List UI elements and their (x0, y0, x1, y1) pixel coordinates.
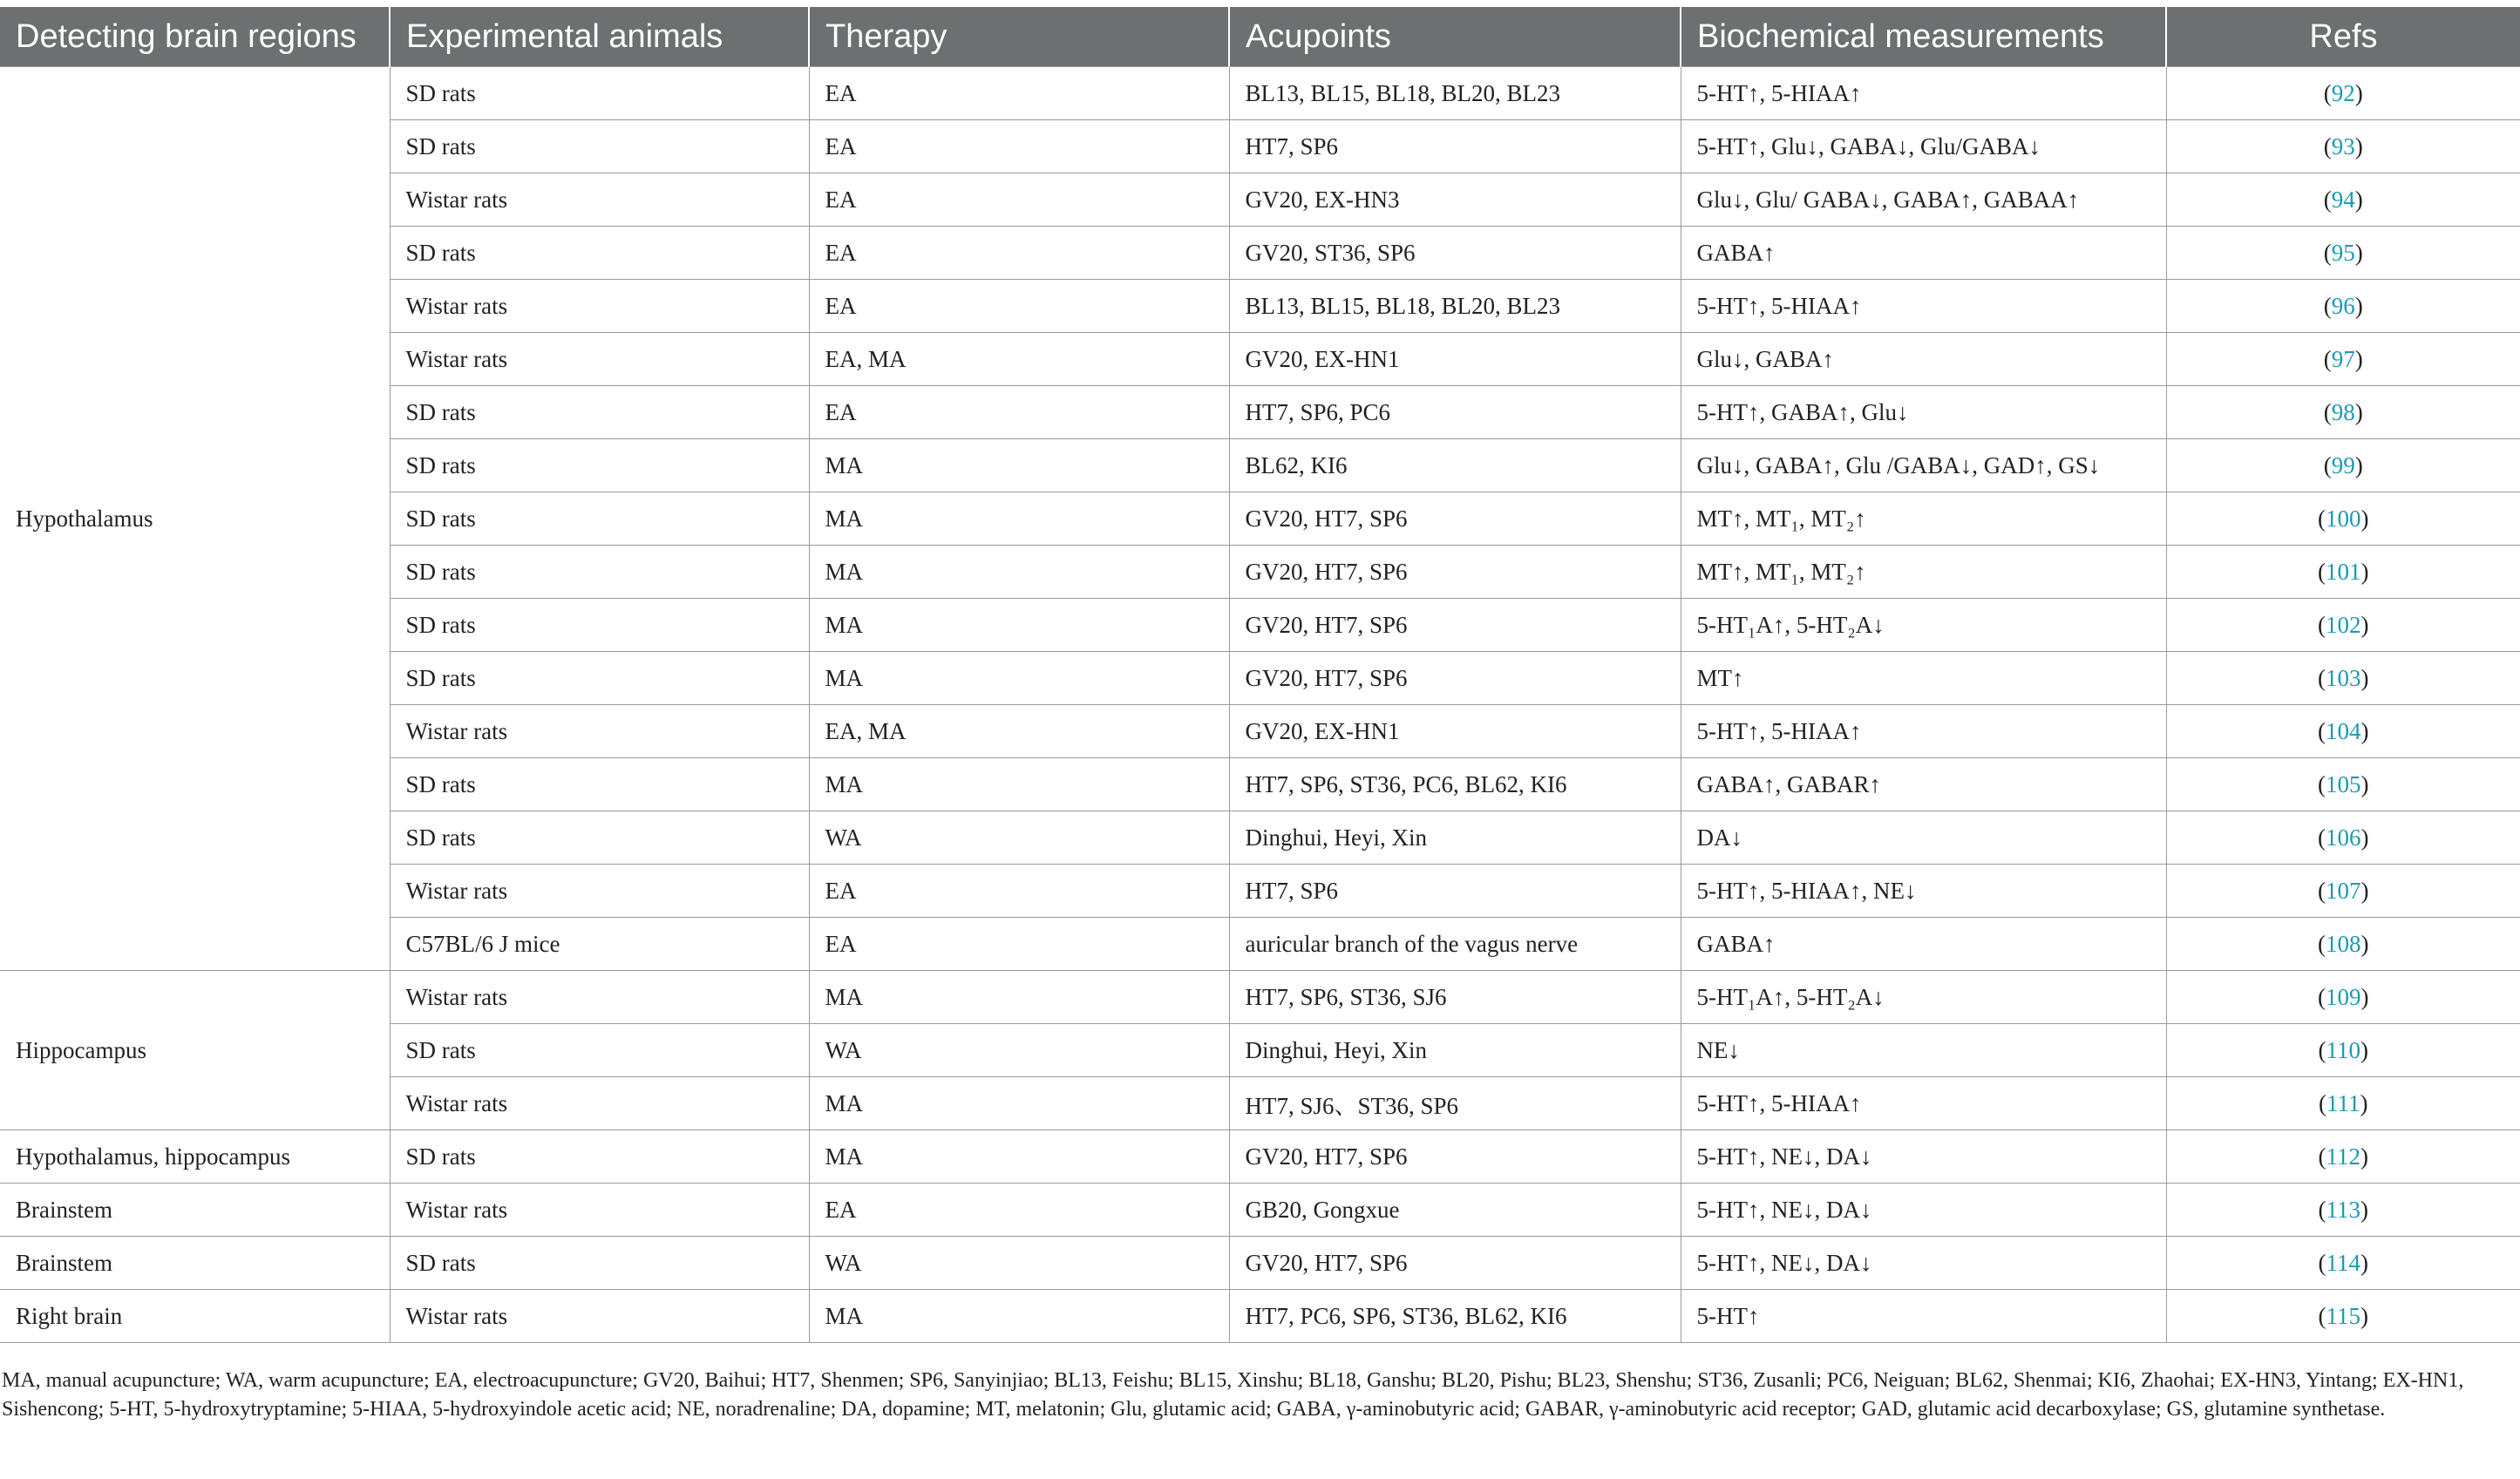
ref-close-paren: ) (2354, 239, 2363, 266)
reference-link[interactable]: 112 (2326, 1143, 2360, 1170)
table-row (0, 1184, 2520, 1237)
animal-cell: SD rats (390, 439, 809, 492)
ref-cell (2166, 1130, 2520, 1184)
acupuncture-studies-table (0, 7, 2520, 1343)
measurements-cell: 5-HT↑, 5-HIAA↑ (1681, 705, 2166, 758)
table-row (0, 1290, 2520, 1343)
ref-cell (2166, 758, 2520, 811)
reference-link[interactable]: 93 (2331, 132, 2355, 159)
therapy-cell: EA, MA (809, 333, 1229, 386)
acupoints-cell: HT7, SP6, PC6 (1229, 386, 1681, 439)
ref-cell (2166, 67, 2520, 120)
acupoints-cell: HT7, SP6, ST36, PC6, BL62, KI6 (1229, 758, 1681, 811)
header-therapy: Therapy (809, 7, 1229, 67)
acupoints-cell: Dinghui, Heyi, Xin (1229, 1024, 1681, 1077)
acupoints-cell: HT7, SP6 (1229, 120, 1681, 173)
reference-link[interactable]: 108 (2326, 930, 2361, 957)
table-footnote: MA, manual acupuncture; WA, warm acupuncture; EA, electroacupuncture; GV20, Baihui; HT7, Shenmen; SP6, Sanyinjiao; BL13, Feishu; BL15, Xinshu; BL18, Ganshu; BL20, Pishu; BL23, Shenshu; ST36, Zusanli; PC6, Neiguan; BL62, Shenmai; KI6, Zhaohai; EX-HN3, Yintang; EX-HN1, Sishencong; 5-HT, 5-hydroxytryptamine; 5-HIAA, 5-hydroxyindole acetic acid; NE, noradrenaline; DA, dopamine; MT, melatonin; Glu, glutamic acid; GABA, γ-aminobutyric acid; GABAR, γ-aminobutyric acid receptor; GAD, glutamic acid decarboxylase; GS, glutamine synthetase. (2, 1369, 2464, 1421)
reference-link[interactable]: 102 (2326, 611, 2361, 638)
measurements-cell: 5-HT↑, 5-HIAA↑, NE↓ (1681, 865, 2166, 918)
measurements-cell: 5-HT↑, NE↓, DA↓ (1681, 1130, 2166, 1184)
measurements-cell: GABA↑ (1681, 227, 2166, 280)
therapy-cell: MA (809, 439, 1229, 492)
animal-cell: SD rats (390, 758, 809, 811)
header-biochemical-measurements: Biochemical measurements (1681, 7, 2166, 67)
ref-cell (2166, 971, 2520, 1024)
ref-cell (2166, 280, 2520, 333)
ref-cell (2166, 918, 2520, 971)
header-refs: Refs (2166, 7, 2520, 67)
ref-close-paren: ) (2360, 611, 2369, 638)
reference-link[interactable]: 98 (2331, 398, 2355, 425)
ref-close-paren: ) (2360, 1089, 2368, 1116)
brain-region-cell: Hypothalamus, hippocampus (0, 1130, 390, 1184)
ref-cell (2166, 599, 2520, 652)
reference-link[interactable]: 99 (2331, 451, 2355, 478)
acupoints-cell: BL13, BL15, BL18, BL20, BL23 (1229, 67, 1681, 120)
animal-cell: Wistar rats (390, 1184, 809, 1237)
brain-region-cell: Hippocampus (0, 971, 390, 1130)
animal-cell: SD rats (390, 227, 809, 280)
animal-cell: SD rats (390, 1024, 809, 1077)
ref-close-paren: ) (2354, 79, 2363, 106)
therapy-cell: WA (809, 1024, 1229, 1077)
ref-close-paren: ) (2360, 983, 2369, 1010)
ref-cell (2166, 1290, 2520, 1343)
acupoints-cell: HT7, PC6, SP6, ST36, BL62, KI6 (1229, 1290, 1681, 1343)
acupoints-cell: GV20, ST36, SP6 (1229, 227, 1681, 280)
ref-open-paren: ( (2323, 345, 2332, 372)
measurements-cell: MT↑, MT₁, MT₂↑ (1681, 546, 2166, 599)
therapy-cell: MA (809, 758, 1229, 811)
measurements-cell: DA↓ (1681, 811, 2166, 865)
therapy-cell: MA (809, 546, 1229, 599)
brain-region-cell: Brainstem (0, 1237, 390, 1290)
animal-cell: Wistar rats (390, 173, 809, 227)
ref-close-paren: ) (2354, 345, 2363, 372)
animal-cell: SD rats (390, 1130, 809, 1184)
header-row (0, 7, 2520, 67)
therapy-cell: EA (809, 280, 1229, 333)
ref-open-paren: ( (2318, 877, 2326, 904)
reference-link[interactable]: 106 (2326, 824, 2361, 851)
animal-cell: Wistar rats (390, 333, 809, 386)
table-row (0, 1237, 2520, 1290)
therapy-cell: MA (809, 652, 1229, 705)
table-header (0, 7, 2520, 67)
ref-close-paren: ) (2360, 664, 2369, 691)
ref-close-paren: ) (2360, 1143, 2368, 1170)
therapy-cell: EA (809, 67, 1229, 120)
measurements-cell: 5-HT↑ (1681, 1290, 2166, 1343)
ref-cell (2166, 173, 2520, 227)
ref-cell (2166, 227, 2520, 280)
acupoints-cell: GV20, HT7, SP6 (1229, 492, 1681, 546)
measurements-cell: 5-HT₁A↑, 5-HT₂A↓ (1681, 599, 2166, 652)
reference-link[interactable]: 97 (2331, 345, 2355, 372)
acupoints-cell: GV20, HT7, SP6 (1229, 1130, 1681, 1184)
animal-cell: Wistar rats (390, 865, 809, 918)
animal-cell: SD rats (390, 599, 809, 652)
measurements-cell: 5-HT↑, 5-HIAA↑ (1681, 1077, 2166, 1130)
table-row (0, 67, 2520, 120)
therapy-cell: MA (809, 1130, 1229, 1184)
ref-close-paren: ) (2360, 1302, 2368, 1329)
brain-region-cell: Hypothalamus (0, 67, 390, 971)
acupoints-cell: GB20, Gongxue (1229, 1184, 1681, 1237)
ref-close-paren: ) (2360, 770, 2369, 797)
ref-open-paren: ( (2318, 1036, 2326, 1063)
ref-close-paren: ) (2360, 717, 2369, 744)
measurements-cell: Glu↓, GABA↑ (1681, 333, 2166, 386)
measurements-cell: MT↑ (1681, 652, 2166, 705)
brain-region-cell: Right brain (0, 1290, 390, 1343)
animal-cell: SD rats (390, 67, 809, 120)
ref-open-paren: ( (2318, 1143, 2326, 1170)
ref-close-paren: ) (2354, 292, 2363, 319)
therapy-cell: MA (809, 1290, 1229, 1343)
ref-cell (2166, 386, 2520, 439)
measurements-cell: 5-HT↑, 5-HIAA↑ (1681, 67, 2166, 120)
reference-link[interactable]: 103 (2326, 664, 2361, 691)
ref-close-paren: ) (2354, 186, 2363, 213)
therapy-cell: MA (809, 599, 1229, 652)
measurements-cell: NE↓ (1681, 1024, 2166, 1077)
ref-cell (2166, 1024, 2520, 1077)
animal-cell: SD rats (390, 492, 809, 546)
acupoints-cell: Dinghui, Heyi, Xin (1229, 811, 1681, 865)
ref-open-paren: ( (2323, 79, 2332, 106)
reference-link[interactable]: 107 (2326, 877, 2361, 904)
animal-cell: SD rats (390, 546, 809, 599)
animal-cell: SD rats (390, 386, 809, 439)
acupoints-cell: auricular branch of the vagus nerve (1229, 918, 1681, 971)
therapy-cell: EA (809, 120, 1229, 173)
acupoints-cell: HT7, SP6 (1229, 865, 1681, 918)
measurements-cell: 5-HT↑, GABA↑, Glu↓ (1681, 386, 2166, 439)
acupoints-cell: HT7, SJ6、ST36, SP6 (1229, 1077, 1681, 1130)
ref-close-paren: ) (2354, 132, 2363, 159)
brain-region-cell: Brainstem (0, 1184, 390, 1237)
reference-link[interactable]: 105 (2326, 770, 2361, 797)
ref-open-paren: ( (2318, 983, 2326, 1010)
therapy-cell: EA (809, 1184, 1229, 1237)
reference-link[interactable]: 115 (2326, 1302, 2360, 1329)
therapy-cell: EA, MA (809, 705, 1229, 758)
header-experimental-animals: Experimental animals (390, 7, 809, 67)
animal-cell: SD rats (390, 120, 809, 173)
measurements-cell: 5-HT₁A↑, 5-HT₂A↓ (1681, 971, 2166, 1024)
reference-link[interactable]: 114 (2326, 1249, 2360, 1276)
reference-link[interactable]: 94 (2331, 186, 2355, 213)
table-body (0, 67, 2520, 1343)
ref-close-paren: ) (2360, 505, 2369, 532)
therapy-cell: MA (809, 971, 1229, 1024)
header-acupoints: Acupoints (1229, 7, 1681, 67)
ref-open-paren: ( (2318, 770, 2326, 797)
acupoints-cell: GV20, EX-HN3 (1229, 173, 1681, 227)
ref-close-paren: ) (2360, 1249, 2368, 1276)
ref-open-paren: ( (2318, 1249, 2326, 1276)
ref-cell (2166, 439, 2520, 492)
ref-open-paren: ( (2323, 239, 2332, 266)
acupoints-cell: GV20, EX-HN1 (1229, 333, 1681, 386)
ref-cell (2166, 811, 2520, 865)
ref-cell (2166, 492, 2520, 546)
ref-cell (2166, 1077, 2520, 1130)
ref-close-paren: ) (2360, 558, 2369, 585)
ref-cell (2166, 1237, 2520, 1290)
ref-open-paren: ( (2319, 1089, 2326, 1116)
animal-cell: SD rats (390, 1237, 809, 1290)
measurements-cell: 5-HT↑, Glu↓, GABA↓, Glu/GABA↓ (1681, 120, 2166, 173)
ref-open-paren: ( (2323, 186, 2332, 213)
therapy-cell: WA (809, 1237, 1229, 1290)
measurements-cell: Glu↓, Glu/ GABA↓, GABA↑, GABAA↑ (1681, 173, 2166, 227)
reference-link[interactable]: 100 (2326, 505, 2361, 532)
acupoints-cell: BL13, BL15, BL18, BL20, BL23 (1229, 280, 1681, 333)
therapy-cell: EA (809, 918, 1229, 971)
ref-open-paren: ( (2318, 1302, 2326, 1329)
animal-cell: Wistar rats (390, 1290, 809, 1343)
ref-close-paren: ) (2354, 398, 2363, 425)
ref-cell (2166, 546, 2520, 599)
ref-open-paren: ( (2318, 824, 2326, 851)
ref-open-paren: ( (2318, 505, 2326, 532)
reference-link[interactable]: 96 (2331, 292, 2355, 319)
reference-link[interactable]: 92 (2331, 79, 2355, 106)
animal-cell: C57BL/6 J mice (390, 918, 809, 971)
ref-open-paren: ( (2318, 1196, 2326, 1223)
therapy-cell: EA (809, 386, 1229, 439)
ref-cell (2166, 1184, 2520, 1237)
reference-link[interactable]: 109 (2326, 983, 2361, 1010)
acupoints-cell: HT7, SP6, ST36, SJ6 (1229, 971, 1681, 1024)
ref-open-paren: ( (2323, 398, 2332, 425)
animal-cell: SD rats (390, 652, 809, 705)
therapy-cell: MA (809, 492, 1229, 546)
reference-link[interactable]: 104 (2326, 717, 2361, 744)
ref-cell (2166, 652, 2520, 705)
table-row (0, 1130, 2520, 1184)
reference-link[interactable]: 110 (2326, 1036, 2360, 1063)
therapy-cell: EA (809, 227, 1229, 280)
ref-close-paren: ) (2360, 930, 2369, 957)
acupoints-cell: GV20, HT7, SP6 (1229, 599, 1681, 652)
reference-link[interactable]: 113 (2326, 1196, 2360, 1223)
acupoints-cell: GV20, HT7, SP6 (1229, 546, 1681, 599)
measurements-cell: 5-HT↑, 5-HIAA↑ (1681, 280, 2166, 333)
ref-open-paren: ( (2318, 930, 2326, 957)
animal-cell: Wistar rats (390, 280, 809, 333)
ref-open-paren: ( (2318, 717, 2326, 744)
reference-link[interactable]: 101 (2326, 558, 2361, 585)
therapy-cell: WA (809, 811, 1229, 865)
reference-link[interactable]: 95 (2331, 239, 2355, 266)
ref-cell (2166, 333, 2520, 386)
table-row (0, 971, 2520, 1024)
ref-close-paren: ) (2360, 1036, 2368, 1063)
acupoints-cell: BL62, KI6 (1229, 439, 1681, 492)
therapy-cell: MA (809, 1077, 1229, 1130)
ref-close-paren: ) (2360, 877, 2369, 904)
ref-cell (2166, 120, 2520, 173)
animal-cell: Wistar rats (390, 1077, 809, 1130)
acupoints-cell: GV20, HT7, SP6 (1229, 1237, 1681, 1290)
animal-cell: Wistar rats (390, 971, 809, 1024)
measurements-cell: 5-HT↑, NE↓, DA↓ (1681, 1184, 2166, 1237)
reference-link[interactable]: 111 (2326, 1089, 2360, 1116)
ref-open-paren: ( (2323, 451, 2332, 478)
measurements-cell: GABA↑, GABAR↑ (1681, 758, 2166, 811)
ref-open-paren: ( (2323, 292, 2332, 319)
animal-cell: Wistar rats (390, 705, 809, 758)
ref-cell (2166, 865, 2520, 918)
ref-open-paren: ( (2318, 611, 2326, 638)
acupoints-cell: GV20, HT7, SP6 (1229, 652, 1681, 705)
measurements-cell: MT↑, MT₁, MT₂↑ (1681, 492, 2166, 546)
measurements-cell: GABA↑ (1681, 918, 2166, 971)
animal-cell: SD rats (390, 811, 809, 865)
acupoints-cell: GV20, EX-HN1 (1229, 705, 1681, 758)
table-container (0, 7, 2520, 1343)
measurements-cell: 5-HT↑, NE↓, DA↓ (1681, 1237, 2166, 1290)
ref-open-paren: ( (2318, 664, 2326, 691)
ref-open-paren: ( (2323, 132, 2332, 159)
ref-open-paren: ( (2318, 558, 2326, 585)
ref-close-paren: ) (2360, 1196, 2368, 1223)
therapy-cell: EA (809, 865, 1229, 918)
therapy-cell: EA (809, 173, 1229, 227)
ref-cell (2166, 705, 2520, 758)
ref-close-paren: ) (2354, 451, 2363, 478)
measurements-cell: Glu↓, GABA↑, Glu /GABA↓, GAD↑, GS↓ (1681, 439, 2166, 492)
header-detecting-brain-regions: Detecting brain regions (0, 7, 390, 67)
ref-close-paren: ) (2360, 824, 2369, 851)
